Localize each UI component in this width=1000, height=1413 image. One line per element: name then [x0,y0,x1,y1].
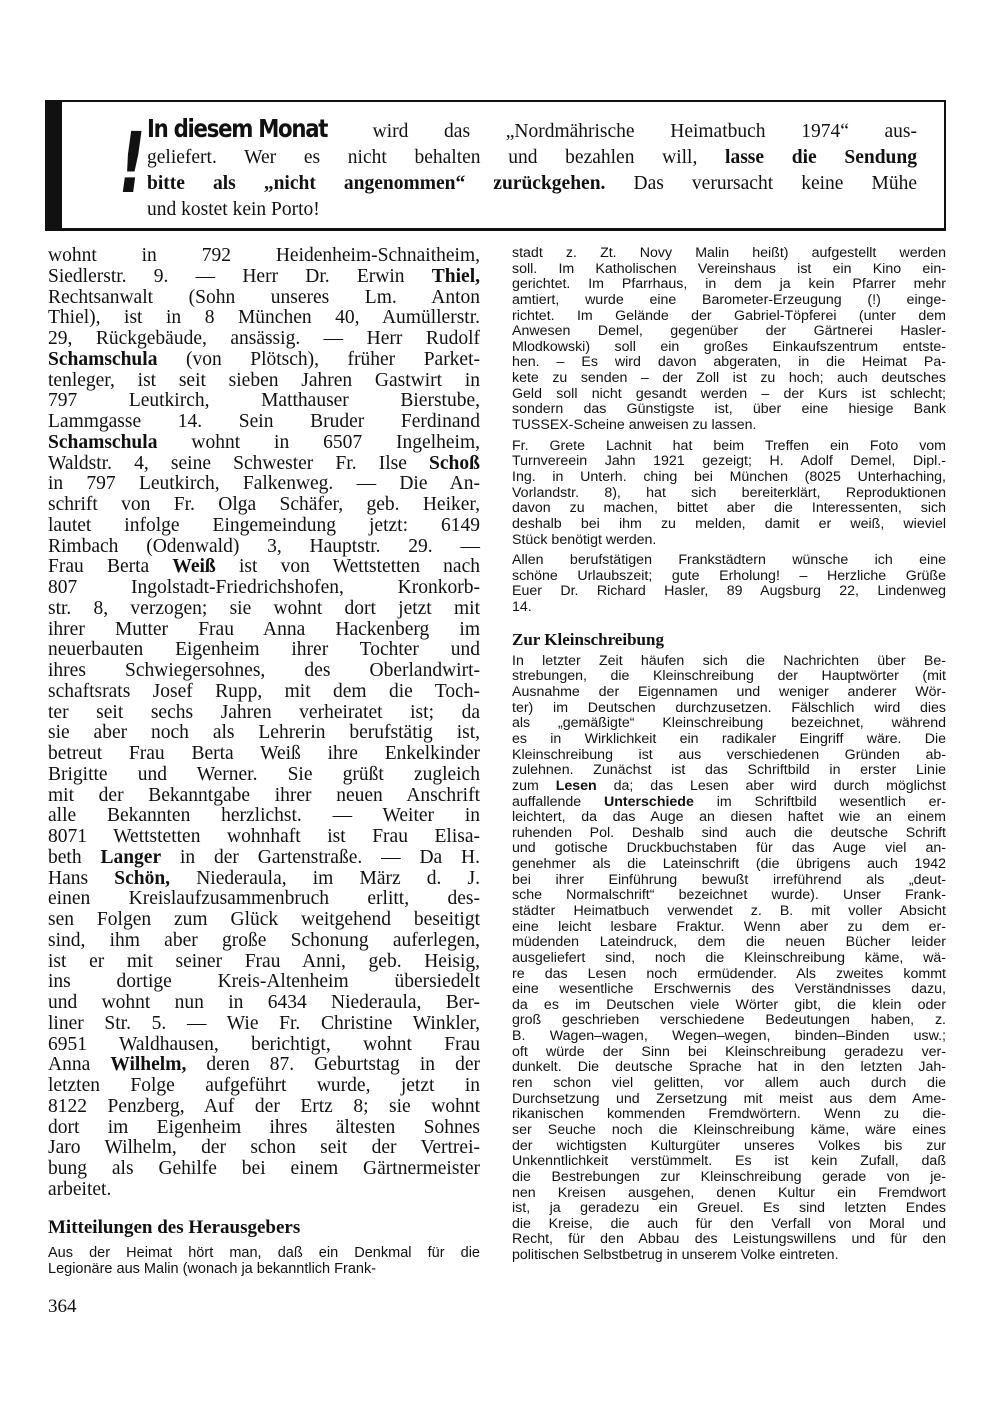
text-line [512,841,946,857]
text-segment: städter Heimatbuch verwendet z. B. mit voller Absicht [512,902,946,919]
text-segment: strebungen, die Kleinschreibung der Hauptwörter (mit [512,668,946,685]
text-segment: Siedlerstr. 9. — Herr Dr. Erwin [48,265,432,287]
text-line [512,1107,946,1123]
text-segment: re das Lesen noch ermüdender. Als zweites kommt [512,965,946,982]
text-line [48,744,480,765]
text-segment: Legionäre aus Malin (wonach ja bekanntlich Frank- [48,1261,377,1277]
text-line [48,1035,480,1056]
text-line [512,293,946,309]
text-line [48,786,480,807]
text-segment: ins dortige Kreis-Altenheim übersiedelt [48,971,480,993]
text-line [48,806,480,827]
text-line [48,765,480,786]
text-segment: ihres Schwiegersohnes, des Oberlandwirt- [48,660,480,681]
text-segment: da; das Lesen aber wird durch möglichst [596,777,947,794]
text-line [512,309,946,325]
text-segment: sie aber noch als Lehrerin berufstätig ist, [48,722,480,744]
text-line [512,1092,946,1108]
text-line [512,669,946,685]
text-line [48,454,480,475]
text-line [512,584,946,600]
text-line [48,1159,480,1180]
text-segment: da es im Deutschen viele Wörter gibt, die klein oder [512,996,946,1013]
text-segment: alle Bekannten herzlichst. — Weiter in [48,805,480,827]
text-segment: mit der Bekanntgabe ihrer neuen Anschrift [48,784,480,806]
text-line [512,826,946,842]
text-line [48,246,480,267]
text-segment: In letzter Zeit häufen sich die Nachrichten über Be- [512,652,946,669]
text-segment: richtet. Im Gelände der Gabriel-Töpferei (unter dem [512,307,946,324]
bold-segment: Wilhelm, [110,1054,187,1076]
text-line [48,682,480,703]
text-line [147,171,917,197]
text-line [147,145,917,171]
text-segment: und kostet kein Porto! [147,199,320,220]
text-line [512,920,946,936]
text-segment: ist von Wettstetten nach [215,556,480,578]
text-segment: Durchsetzung und Zersetzung mit meist aus dem Ame- [512,1090,946,1107]
text-line [512,685,946,701]
text-segment: ruhenden Pol. Deshalb sind auch die deutsche Schrift [512,824,946,841]
text-segment: die Kreise, die auch für den Verfall von Moral und [512,1215,946,1232]
text-segment: müdenden Lateindruck, dem die neuen Bücher leider [512,934,946,951]
text-line [512,355,946,371]
text-segment: Vorlandstr. 8), hat sich bereiterklärt, Reproduktionen [512,484,946,501]
text-segment: Rechtsanwalt (Sohn unseres Lm. Anton [48,286,480,308]
paragraph [512,246,946,434]
text-line [512,418,946,434]
notice-box [45,100,946,231]
text-line [48,1118,480,1139]
text-segment: wird das „Nordmährische Heimatbuch 1974“ aus- [337,121,917,142]
right-column [512,246,946,1264]
text-segment: Unkenntlichkeit verstümmelt. Es ist kein Zufall, daß [512,1153,946,1170]
text-segment: Mlodkowski) soll ein großes Einkaufszentrum entste- [512,338,946,355]
text-segment: soll. Im Katholischen Vereinshaus ist ein Kino ein- [512,260,946,277]
bold-segment: Schön, [114,867,171,889]
text-segment: ist er mit seiner Frau Anni, geb. Heisig, [48,950,480,972]
text-line [512,501,946,517]
text-segment: leichtert, da das Auge an diesen haftet wie an einem [512,809,946,826]
text-line [512,888,946,904]
bold-segment: Thiel, [431,265,480,287]
text-line [512,600,946,616]
text-segment: Geld soll nicht gesandt werden – der Kurs ist schlecht; [512,385,946,402]
text-segment: rikanischen kommenden Fremdwörtern. Wenn zu die- [512,1106,946,1123]
text-segment: ren schon viel gelitten, vor allem auch durch die [512,1075,946,1092]
page-number: 364 [48,1296,77,1317]
text-segment: einen Kreislaufzusammenbruch erlitt, des- [48,888,480,910]
text-line [512,1217,946,1233]
text-line [512,439,946,455]
text-line [48,391,480,412]
text-segment: Kleinschreibung ist aus verschiedenen Gründen ab- [512,746,946,763]
text-segment: Rimbach (Odenwald) 3, Hauptstr. 29. — [48,535,480,557]
text-segment: 8122 Penzberg, Auf der Ertz 8; sie wohnt [48,1095,480,1117]
text-line [48,578,480,599]
text-line [512,371,946,387]
text-segment: tenleger, ist seit sieben Jahren Gastwirt in [48,369,480,391]
text-segment: deshalb bei ihm zu melden, damit er weiß, wieviel [512,515,946,532]
text-segment: oft würde der Sinn bei Kleinschreibung geradezu ver- [512,1043,946,1060]
text-segment: wohnt in 792 Heidenheim-Schnaitheim, [48,245,480,266]
exclamation-icon: ! [118,114,146,212]
text-line [512,748,946,764]
text-line [512,873,946,889]
text-line [512,857,946,873]
bold-segment: Unterschiede [603,793,694,810]
text-line [48,350,480,371]
notice-lead: In diesem Monat [147,114,328,143]
text-line [512,1186,946,1202]
text-segment: (von Plötsch), früher Parket- [157,348,480,370]
text-line [48,308,480,329]
text-line [48,703,480,724]
text-line [48,993,480,1014]
text-line [512,732,946,748]
text-line [512,935,946,951]
text-segment: schrift von Fr. Olga Schäfer, geb. Heiker, [48,494,480,515]
text-line [512,1154,946,1170]
text-line [147,197,917,223]
text-segment: ihrer Mutter Frau Anna Hackenberg im [48,618,480,640]
text-line [512,1060,946,1076]
text-line [512,1076,946,1092]
text-segment: wohnt in 6507 Ingelheim, [157,431,480,453]
text-line [512,517,946,533]
text-segment: Frau Berta [48,556,173,578]
text-segment: als „gemäßigte“ Kleinschreibung bezeichnet, während [512,715,946,732]
text-line [48,1261,480,1278]
text-segment: betreut Frau Berta Weiß ihre Enkelkinder [48,743,480,764]
text-line [512,1045,946,1061]
text-segment: Ing. in Unterh. ching bei München (8025 Unterhaching, [512,468,946,485]
text-segment: zulehnen. Zunächst ist das Schriftbild in erster Linie [512,762,946,779]
text-line [48,848,480,869]
text-segment: bung als Gehilfe bei einem Gärtnermeister [48,1158,480,1179]
text-segment: geliefert. Wer es nicht behalten und bezahlen will, [147,147,726,168]
bold-segment: Weiß [172,556,216,578]
publisher-heading: Mitteilungen des Herausgebers [48,1216,301,1238]
text-line [512,701,946,717]
notice-text [147,116,917,223]
bold-segment: bitte als „nicht angenommen“ zurückgehen. [147,173,606,194]
text-segment: beth [48,846,101,868]
text-segment: und gotische Druckbuchstaben für das Auge viel an- [512,840,946,857]
text-segment: 14. [512,599,532,616]
text-segment: ter seit sechs Jahren verheiratet ist; da [48,701,480,723]
text-line [48,889,480,910]
text-line [512,1013,946,1029]
text-segment: Stück benötigt werden. [512,531,657,548]
text-line [512,569,946,585]
text-segment: Turnvereein Jahn 1921 gezeigt; H. Adolf Demel, Dipl.- [512,453,946,470]
text-segment: Anna [48,1054,111,1076]
text-line [48,557,480,578]
kleinschreibung-text [512,654,946,1264]
text-line [512,654,946,670]
text-segment: str. 8, verzogen; sie wohnt dort jetzt mit [48,597,480,619]
text-line [48,661,480,682]
text-line [48,1097,480,1118]
text-line [48,1245,480,1262]
text-segment: groß geschrieben verschiedene Bedeutungen haben, z. [512,1012,946,1029]
text-line [512,533,946,549]
text-line [512,1170,946,1186]
text-segment: der wichtigsten Kulturgüter unseres Volkes bis zur [512,1137,946,1154]
text-line [48,931,480,952]
text-line [512,1232,946,1248]
text-segment: Hans [48,867,115,889]
text-segment: Thiel), ist in 8 München 40, Aumüllerstr. [48,307,480,329]
text-line [512,470,946,486]
text-line [48,1076,480,1097]
text-segment: in der Gartenstraße. — Da H. [161,846,481,868]
text-segment: ist, ja geradezu ein Greuel. Es sind letzten Endes [512,1200,946,1217]
text-segment: sondern das Günstigste ist, über eine hiesige Bank [512,401,946,418]
notice-bar [45,100,62,231]
text-line [512,763,946,779]
text-line [48,537,480,558]
text-line [512,402,946,418]
text-line [48,869,480,890]
text-segment: Niederaula, im März d. J. [170,867,481,889]
text-line [512,340,946,356]
text-segment: gerichtet. Im Pfarrhaus, in dem ja kein Pfarrer mehr [512,276,946,293]
text-segment: Waldstr. 4, seine Schwester Fr. Ilse [48,452,430,474]
text-line [512,1248,946,1264]
text-segment: 29, Rückgebäude, ansässig. — Herr Rudolf [48,328,480,349]
text-segment: kete zu senden – der Zoll ist zu hoch; auch deutsches [512,370,946,387]
paragraph [512,553,946,616]
text-segment: lautet infolge Eingemeindung jetzt: 6149 [48,514,480,536]
text-line [48,620,480,641]
text-line [48,910,480,931]
text-line [48,474,480,495]
text-line [512,246,946,262]
bold-segment: Schoß [429,452,480,474]
text-segment: Lammgasse 14. Sein Bruder Ferdinand [48,411,480,432]
text-segment: Anwesen Demel, gegenüber der Gärtnerei Hasler- [512,323,946,340]
text-segment: Das verursacht keine Mühe [605,173,917,194]
bold-segment: Langer [100,846,162,868]
publisher-text [48,1245,480,1278]
text-segment: Euer Dr. Richard Hasler, 89 Augsburg 22, Lindenweg [512,583,946,600]
text-line [48,640,480,661]
text-segment: amtiert, wurde eine Barometer-Erzeugung (!) einge- [512,291,946,308]
text-line [512,553,946,569]
text-line [512,262,946,278]
text-segment: und wohnt nun in 6434 Niederaula, Ber- [48,992,480,1013]
text-line [512,779,946,795]
text-segment: liner Str. 5. — Wie Fr. Christine Winkler, [48,1012,480,1034]
text-segment: schaftsrats Josef Rupp, mit dem die Toch- [48,680,480,702]
text-line [512,1139,946,1155]
text-line [48,495,480,516]
text-segment: 8071 Wettstetten wohnhaft ist Frau Elisa- [48,826,480,847]
text-segment: auffallende [512,793,604,810]
bold-segment: lasse die Sendung [725,147,917,168]
text-segment: dort im Eigenheim ihres ältesten Sohnes [48,1116,480,1138]
text-segment: Recht, für den Abbau des Leistungswillens und für den [512,1231,946,1248]
text-line [512,810,946,826]
text-line [512,716,946,732]
text-segment: arbeitet. [48,1178,112,1200]
text-segment: TUSSEX-Scheine anweisen zu lassen. [512,417,757,434]
text-line [512,1201,946,1217]
text-line [512,982,946,998]
text-segment: ausgeliefert sind, noch die Kleinschreibung käme, wä- [512,949,946,966]
text-line [512,951,946,967]
text-segment: 807 Ingolstadt-Friedrichshofen, Kronkorb- [48,577,480,598]
text-line [512,324,946,340]
text-segment: sen Folgen zum Glück weitgehend beseitigt [48,909,480,930]
text-segment: letzten Folge aufgeführt wurde, jetzt in [48,1075,480,1096]
text-line [48,827,480,848]
text-segment: bei ihrer Einführung bewußt irreführend als „deut- [512,871,946,888]
text-segment: ser Seuche noch die Kleinschreibung käme, wäre eines [512,1121,946,1138]
text-line [48,1014,480,1035]
text-segment: Ausnahme der Eigennamen und weniger anderer Wör- [512,684,946,701]
text-segment: B. Wagen–wagen, Wegen–wegen, binden–Binden usw.; [512,1028,946,1045]
text-line [48,329,480,350]
text-segment: neuerbauten Eigenheim ihrer Tochter und [48,639,480,661]
text-line [512,454,946,470]
text-line [48,952,480,973]
text-line [48,723,480,744]
text-line [48,288,480,309]
left-column [48,246,480,1278]
text-line [48,371,480,392]
text-line [512,486,946,502]
text-line [48,267,480,288]
text-segment: sind, ihm aber große Schonung auferlegen, [48,929,480,951]
text-line [48,516,480,537]
text-segment: eine wesentliche Erschwernis des Verständnisses dazu, [512,981,946,998]
text-segment: nen Kreisen ausgehen, denen Kultur ein Fremdwort [512,1184,946,1201]
text-segment: Fr. Grete Lachnit hat beim Treffen ein Foto vom [512,437,946,454]
text-line [512,998,946,1014]
bold-segment: Schamschula [48,431,158,453]
text-line [512,904,946,920]
text-line [512,387,946,403]
text-segment: genehmer als die Lateinschrift (die übrigens auch 1942 [512,856,946,873]
text-segment: stadt z. Zt. Novy Malin heißt) aufgestellt werden [512,245,946,261]
text-line [512,1123,946,1139]
text-line [48,972,480,993]
text-segment: in 797 Leutkirch, Falkenweg. — Die An- [48,473,480,495]
text-segment: dunkelt. Die deutsche Sprache hat in den letzten Jah- [512,1059,946,1076]
text-segment: 6951 Waldhausen, berichtigt, wohnt Frau [48,1033,480,1055]
text-segment: es in Wirklichkeit ein radikaler Eingriff wäre. Die [512,730,946,747]
text-line [48,433,480,454]
text-segment: schöne Urlaubszeit; gute Erholung! – Herzliche Grüße [512,567,946,584]
text-line [48,1180,480,1201]
text-segment: eine leicht lesbare Fraktur. Wenn aber zu dem er- [512,918,946,935]
text-segment: zum [512,777,556,794]
text-line [147,116,917,145]
text-line [48,1055,480,1076]
paragraph [48,246,480,1201]
text-segment: im Schriftbild wesentlich er- [693,793,946,810]
text-segment: Allen berufstätigen Frankstädtern wünsche ich eine [512,552,946,569]
bold-segment: Schamschula [48,348,158,370]
text-segment: davon zu machen, bittet aber die Interessenten, sich [512,500,946,517]
text-segment: Aus der Heimat hört man, daß ein Denkmal für die [48,1244,480,1261]
text-segment: sche Normalschrift“ bezeichnet wurde). Unser Frank- [512,887,946,904]
text-line [512,277,946,293]
text-line [48,1138,480,1159]
paragraph [512,439,946,548]
text-line [48,599,480,620]
text-segment: hen. – Es wird davon abgeraten, in die Heimat Pa- [512,354,946,371]
text-line [512,1029,946,1045]
text-segment: deren 87. Geburtstag in der [186,1054,480,1076]
text-line [48,412,480,433]
bold-segment: Lesen [555,777,597,794]
text-segment: Brigitte und Werner. Sie grüßt zugleich [48,763,480,785]
text-segment: Jaro Wilhelm, der schon seit der Vertrei- [48,1137,480,1159]
text-segment: politischen Selbstbetrug in unserem Volke eintreten. [512,1247,839,1264]
text-segment: ter) im Deutschen durchzusetzen. Fälschlich wird dies [512,699,946,716]
text-line [512,967,946,983]
text-segment: die Bestrebungen zur Kleinschreibung gerade von je- [512,1168,946,1185]
kleinschreibung-heading: Zur Kleinschreibung [512,629,664,649]
text-segment: 797 Leutkirch, Matthauser Bierstube, [48,390,480,412]
text-line [512,795,946,811]
